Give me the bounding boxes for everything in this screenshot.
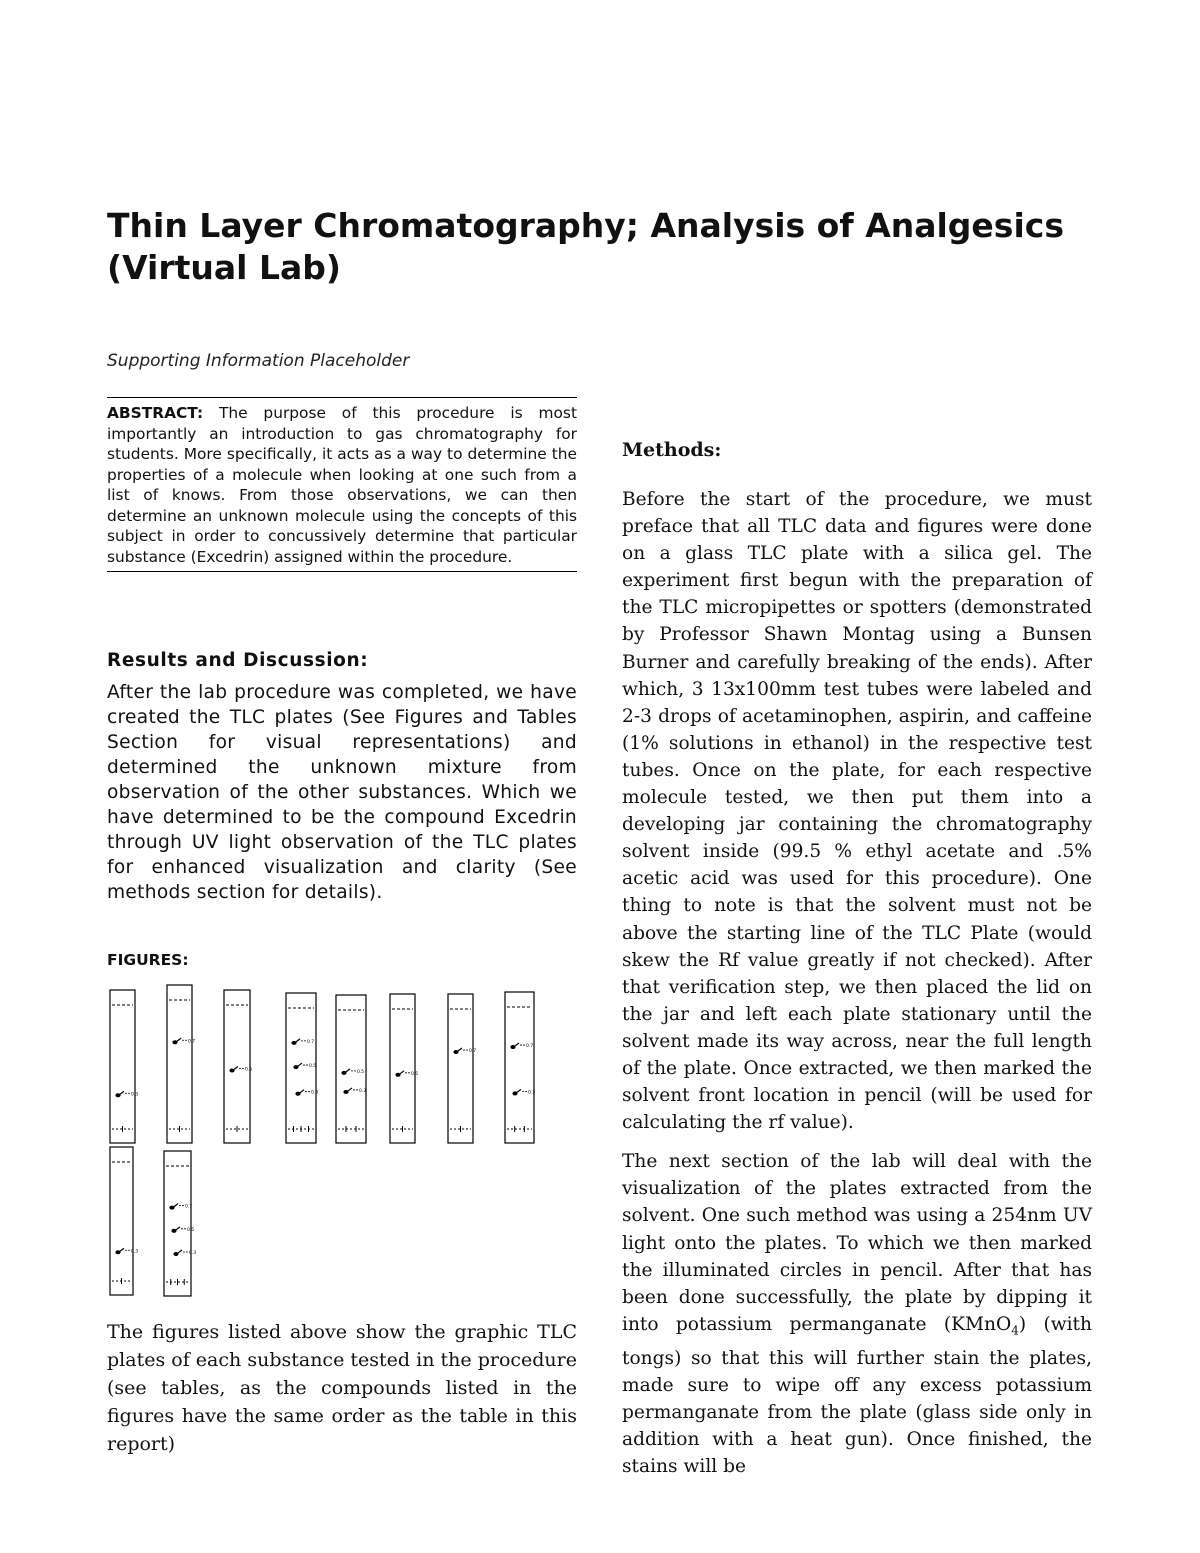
spot-pointer [348, 1088, 352, 1091]
figures-label: FIGURES: [107, 951, 189, 969]
spot-pointer [296, 1039, 300, 1042]
spot-label: 0.3 [311, 1090, 319, 1096]
spot-label: 0.5 [357, 1069, 365, 1075]
spot-pointer [298, 1063, 302, 1066]
paper-title: Thin Layer Chromatography; Analysis of Analgesics (Virtual Lab) [107, 206, 1064, 287]
tlc-plate [390, 994, 415, 1143]
methods-heading: Methods: [622, 439, 722, 461]
abstract-text: The purpose of this procedure is most importantly an introduction to gas chromatography for students. More specifically, it acts as a way to determine the properties of a molecule when looking at one such from a list of knows. From those observations, we can then determine an unknown molecule using the concepts of this subject in order to concussively determine that particular substance (Excedrin) assigned within the procedure. [107, 404, 577, 566]
methods-text [622, 486, 1092, 1492]
spot-label: 0.5 [411, 1071, 419, 1077]
spot-label: 0.7 [188, 1039, 196, 1045]
spot-label: 0.5 [187, 1227, 195, 1233]
supporting-info: Supporting Information Placeholder [107, 351, 410, 371]
spot-label: 0.5 [245, 1067, 253, 1073]
tlc-plate [505, 992, 534, 1143]
tlc-plate [110, 990, 135, 1143]
spot-pointer [300, 1090, 304, 1093]
spot-pointer [234, 1066, 238, 1069]
spot-label: 0.3 [131, 1249, 139, 1255]
spot-label: 0.7 [469, 1049, 477, 1054]
spot-label: 0.5 [309, 1064, 317, 1070]
methods-paragraph-2: The next section of the lab will deal with the visualization of the plates extracted from the solvent. One such method was using a 254nm UV light onto the plates. To which we then marked the illuminated circles in pencil. After that has been done successfully, the plate by dipping it into potassium permanganate (KMnO$_4$) (with tongs) so that this will further stain the plates, made sure to wipe off any excess potassium permanganate from the plate (glass side only in addition with a heat gun). Once finished, the stains will be [622, 1151, 1093, 1477]
results-text: After the lab procedure was completed, we have created the TLC plates (See Figures and Tables Section for visual representations) and determined the unknown mixture from observation of the other substances. Which we have determined to be the compound Excedrin through UV light observation of the TLC plates for enhanced visualization and clarity (See methods section for details). [107, 682, 577, 903]
spot-label: 0.3 [528, 1090, 536, 1096]
spot-pointer [120, 1091, 124, 1094]
tlc-plate [167, 985, 192, 1143]
tlc-figures [100, 975, 580, 1305]
spot-pointer [120, 1248, 124, 1251]
spot-label: 0.3 [359, 1088, 367, 1094]
spot-label: 0.3 [131, 1092, 139, 1098]
spot-pointer [517, 1089, 521, 1092]
spot-pointer [515, 1043, 519, 1046]
spot-pointer [346, 1069, 350, 1072]
spot-pointer [174, 1204, 178, 1207]
spot-pointer [177, 1038, 181, 1041]
abstract-box [107, 397, 577, 572]
spot-pointer [176, 1227, 180, 1230]
methods-paragraph-1: Before the start of the procedure, we must preface that all TLC data and figures were done on a glass TLC plate with a silica gel. The experiment first begun with the preparation of the TLC micropipettes or spotters (demonstrated by Professor Shawn Montag using a Bunsen Burner and carefully breaking of the ends). After which, 3 13x100mm test tubes were labeled and 2-3 drops of acetaminophen, aspirin, and caffeine (1% solutions in ethanol) in the respective test tubes. Once on the plate, for each respective molecule tested, we then put them into a developing jar containing the chromatography solvent inside (99.5 % ethyl acetate and .5% acetic acid was used for this procedure). One thing to note is that the solvent must not be above the starting line of the TLC Plate (would skew the Rf value greatly if not checked). After that verification step, we then placed the lid on the jar and left each plate stationary until the solvent made its way across, near the full length of the plate. Once extracted, we then marked the solvent front location in pencil (will be used for calculating the rf value). [622, 489, 1092, 1134]
tlc-plate [448, 994, 473, 1143]
spot-label: 0.7 [185, 1204, 193, 1210]
spot-pointer [400, 1071, 404, 1074]
spot-label: 0.7 [307, 1039, 315, 1045]
spot-pointer [178, 1250, 182, 1253]
tlc-plate [164, 1151, 191, 1296]
abstract-label: ABSTRACT: [107, 404, 204, 422]
results-heading: Results and Discussion: [107, 650, 369, 671]
tlc-plate [110, 1147, 133, 1295]
figure-caption: The figures listed above show the graphic TLC plates of each substance tested in the procedure (see tables, as the compounds listed in the figures have the same order as the table in this report) [107, 1321, 577, 1455]
spot-label: 0.7 [526, 1044, 534, 1050]
spot-label: 0.3 [189, 1251, 197, 1256]
spot-pointer [458, 1048, 462, 1051]
